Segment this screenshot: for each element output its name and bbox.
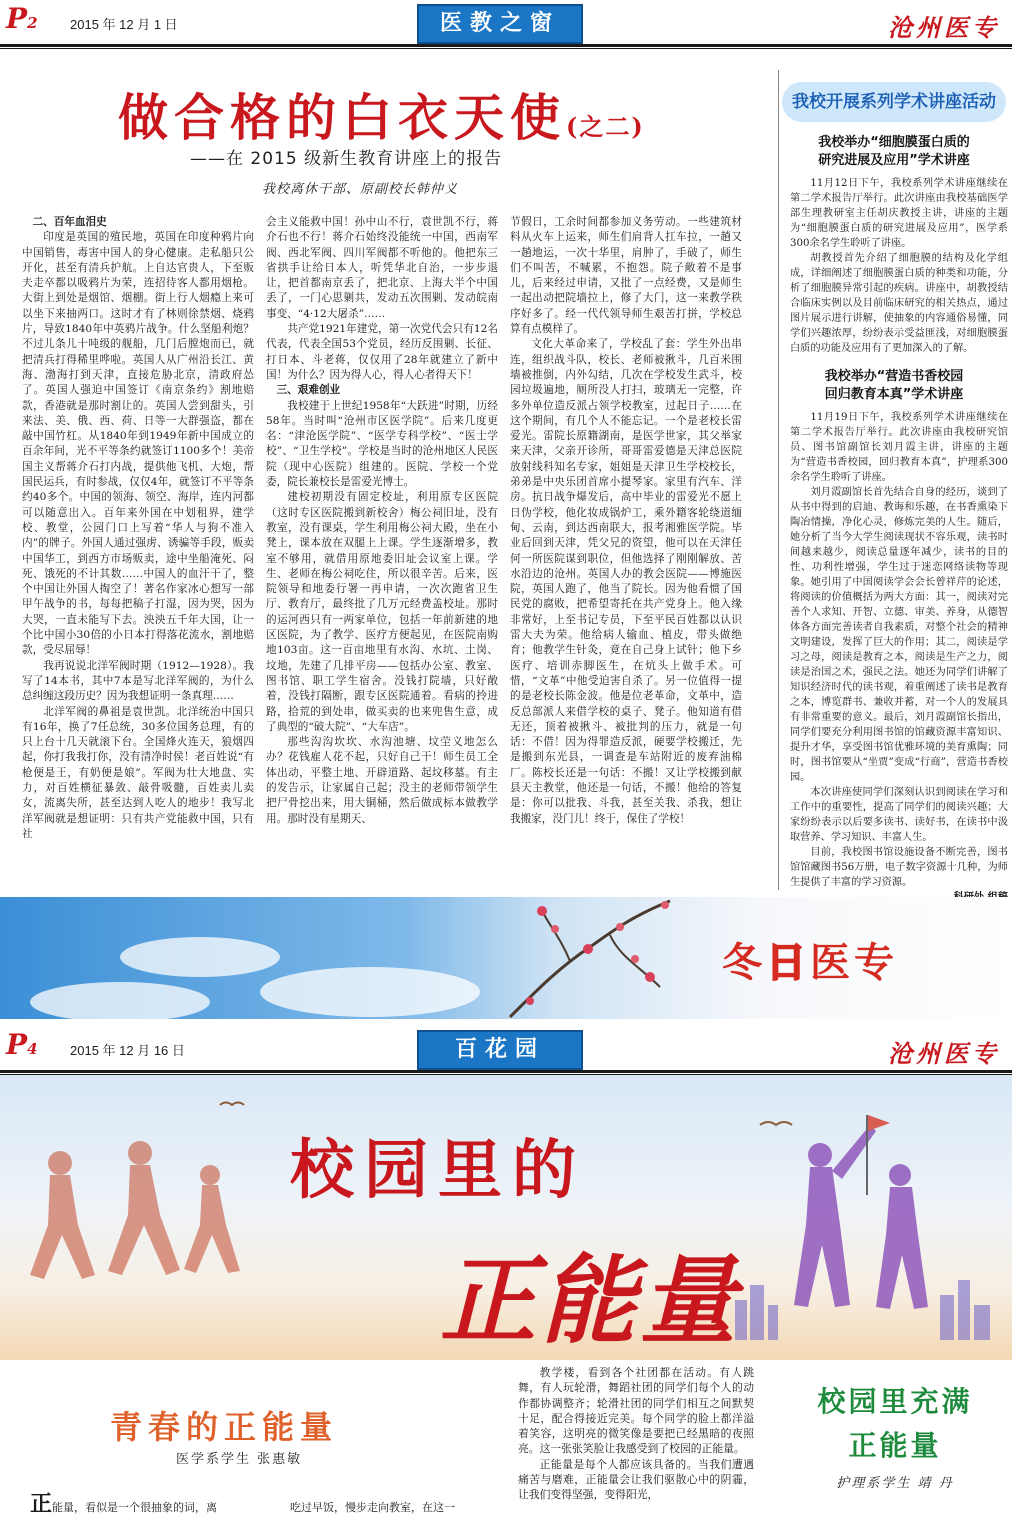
- lecture2-title-line2: 回归教育本真”学术讲座: [824, 387, 964, 402]
- page2-header: [0, 0, 1012, 40]
- article-title: [118, 78, 645, 150]
- lecture-series-banner: 我校开展系列学术讲座活动: [782, 82, 1006, 122]
- cloud-shape: [260, 967, 480, 1017]
- newspaper-name: 沧州医专: [888, 13, 1000, 42]
- paragraph: 北洋军阀的鼻祖是袁世凯。北洋统治中国只有16年，换了7任总统，30多位国务总理，有的只上台十几天就滚下台。全国烽火连天，狼烟四起，你打我我打你，没有清净时侯！老百姓说“有枪便是王，有奶便是娘”。军阀为壮大地盘、实力，对百姓横征暴敛、敲骨吸髓，百姓卖儿卖女，流离失所，甚至达到人吃人的地步！我写北洋军阀就是想证明：只有共产党能救中国，只有社: [22, 705, 254, 840]
- article-title-suffix: (之二): [566, 112, 645, 141]
- winter-banner: [0, 897, 1012, 1019]
- section-title: 医教之窗: [417, 4, 583, 44]
- banner-char-3: 医专: [810, 939, 898, 986]
- paragraph: 刘月霞副馆长首先结合自身的经历，谈到了从书中得到的启迪、教诲和乐趣，在书香熏染下陶冶情操，净化心灵，修炼完美的人生。随后，她分析了当今大学生阅读现状不容乐观，读书时间越来越少，阅读总量逐年减少，读书的目的性、功利性增强，学生过于迷恋网络读物等现象。她引用了中国阅读学会会长曾祥芹的论述，将阅读的价值概括为两大方面：其一，阅读对完善个人求知、开智、立德、审美、养身，从德智体各方面完善读者自我素质，对整个社会的精神文明建设，发挥了巨大的作用；其二，阅读是学习之母，阅读是教育之本，阅读是生产之力，阅读是治国之术，强民之法。她还为同学们讲解了知识经济时代的读书观，着重阐述了读书是教育之本，博览群书、兼收并蓄，对一个人的发展具有非常重要的意义。最后，刘月霞副馆长指出，同学们要充分利用图书馆的馆藏资源丰富知识、提升才华，享受图书馆优雅环境的美育熏陶；同时，图书馆要从“坐贾”变成“行商”，营造书香校园。: [790, 487, 1008, 783]
- paragraph: 胡教授首先介绍了细胞膜的结构及化学组成，详细阐述了细胞膜蛋白质的种类和功能，分析了细胞膜异常引起的疾病。讲座中，胡教授结合临床实例以及目前临床研究的相关热点，通过图片展示进行讲解，使抽象的内容通俗易懂，同学们兴趣浓厚，纷纷表示受益匪浅，对细胞膜蛋白质的功能及应用有了更加深入的了解。: [790, 253, 1008, 354]
- article-column-3: [510, 215, 742, 895]
- positive-energy-hero: [0, 1075, 1012, 1360]
- lecture1-title-line2: 研究进展及应用”学术讲座: [818, 153, 970, 168]
- paragraph: 共产党1921年建党，第一次党代会只有12名代表，代表全国53个党员，经历反围剿、长征、打日本、斗老蒋，仅仅用了28年就建立了新中国！为什么？因为得人心，得人心者得天下！: [266, 323, 498, 381]
- paragraph: 教学楼，看到各个社团都在活动。有人跳舞，有人玩轮滑，舞蹈社团的同学们每个人的动作都协调整齐；轮滑社团的同学们相互之间默契十足，配合得接近完美。每个同学的脸上都洋溢着笑容，这明亮的微笑像是要把已经黑暗的夜照亮。这一张张笑脸让我感受到了校园的正能量。: [518, 1366, 754, 1456]
- article1-author: 医学系学生 张惠敏: [176, 1452, 303, 1467]
- hero-title-line1: 校园里的: [290, 1133, 586, 1208]
- section-heading: 三、艰难创业: [276, 384, 341, 397]
- header-rule: [0, 44, 1012, 47]
- paragraph: 节假日，工余时间都参加义务劳动。一些建筑材料从火车上运来，师生们肩背人扛车拉，一趟又一趟地运，一次十华里，肩肿了，手破了，师生们不叫苦，不喊累，不抱怨。院子敞着不是事儿，后来经过申请，又批了一点经费，又是师生一起出动把院墙拉上，修了大门，这一来教学秩序好多了。经一代代领导师生艰苦打拼，学校总算有点模样了。: [510, 216, 742, 336]
- newspaper-name: 沧州医专: [888, 1039, 1000, 1068]
- hero-title-line2: 正能量: [440, 1244, 740, 1357]
- section-heading: 二、百年血泪史: [32, 216, 107, 228]
- cloud-shape: [120, 937, 280, 977]
- paragraph: 建校初期没有固定校址，利用原专区医院（这时专区医院搬到新校舍）梅公祠旧址，没有教室，没有课桌，学生利用梅公祠大殿，坐在小凳上，课本放在双腿上上课。学生逐渐增多，教室不够用，就借用原地委旧址会议室上课。学生、老师在梅公祠吃住，所以很辛苦。后来，医院领导和地委行署一再申请，一次次跑省卫生厅、教育厅，最终批了几万元经费盖校址。那时的运河西只有一两家单位，包括一年前新建的地区医院，为了教学、医疗方便起见，在医院南购地103亩。这一百亩地里有水沟、水坑、土岗、坟地，先建了几排平房——包括办公室、教室、图书馆、职工学生宿舍。没钱打院墙，只好敞着，没钱打隔断，跟专区医院通着。看病的拎进路，拾荒的到处串，做买卖的也来兜售生意，成了典型的“破大院”、“大车店”。: [266, 491, 498, 733]
- header-rule: [0, 1070, 1012, 1073]
- paragraph: 11月19日下午，我校系列学术讲座继续在第二学术报告厅举行。此次讲座由我校研究馆员、图书馆副馆长刘月霞主讲，讲座的主题为“营造书香校园，回归教育本真”，护理系300余名学生聆听了讲座。: [790, 412, 1008, 483]
- dropcap: 正: [30, 1491, 53, 1517]
- paragraph: 目前，我校图书馆设施设备不断完善，图书馆馆藏图书56万册，电子数字资源十几种，为师生提供了丰富的学习资源。: [790, 847, 1008, 888]
- page-prefix: P: [6, 1028, 28, 1061]
- article1-column-1: [30, 1491, 260, 1517]
- article-title-text: 做合格的白衣天使: [118, 88, 566, 147]
- issue-date: 2015 年 12 月 1 日: [70, 17, 178, 32]
- article1-column-2: 吃过早饭，慢步走向教室，在这一: [290, 1501, 455, 1514]
- article2-author: 护理系学生 靖 丹: [836, 1476, 954, 1491]
- plum-branch-icon: [500, 897, 680, 1019]
- lecture1-title-line1: 我校举办“细胞膜蛋白质的: [818, 135, 970, 150]
- lecture2-body: [790, 410, 1008, 886]
- paragraph: 我再说说北洋军阀时期（1912—1928）。我写了14本书，其中7本是写北洋军阀的，为什么总纠缠这段历史？因为我想证明一条真理……: [22, 659, 254, 703]
- paragraph: 11月12日下午，我校系列学术讲座继续在第二学术报告厅举行。此次讲座由我校基础医学部生理教研室主任胡庆教授主讲，讲座的主题为“细胞膜蛋白质的研究进展及应用”，医学系300余名学生聆听了讲座。: [790, 178, 1008, 249]
- lecture1-body: [790, 176, 1008, 358]
- lecture1-title: [782, 134, 1006, 170]
- paragraph: 正能量是每个人都应该具备的。当我们遭遇痛苦与磨难，正能量会让我们驱散心中的阴霾，让我们变得坚强，变得阳光，: [518, 1457, 754, 1502]
- article1-col1-text: 能量，看似是一个很抽象的词，离: [52, 1501, 218, 1514]
- banner-char-1: 冬: [722, 939, 766, 986]
- article2-title-line1: 校园里充满: [817, 1385, 973, 1418]
- page-number-digit: 2: [27, 14, 38, 32]
- section-title: 百花园: [417, 1030, 583, 1070]
- paragraph: 会主义能救中国！孙中山不行，袁世凯不行，蒋介石也不行！蒋介石始终没能统一中国，西南军阀、西北军阀、四川军阀都不听他的。他把东三省拱手让给日本人，听凭华北自治，一步步退让，把首都南京丢了，把北京、上海大半个中国丢了，一门心思剿共，发动五次围剿、发动皖南事变、“4·12大屠杀”……: [266, 216, 498, 320]
- page-number: [6, 2, 38, 35]
- article-byline: 我校离休干部、原副校长韩仲义: [262, 182, 459, 197]
- cloud-shape: [30, 982, 210, 1022]
- article-column-2: [266, 215, 498, 895]
- article1-title: 青春的正能量: [110, 1408, 339, 1446]
- page-number: [6, 1028, 38, 1061]
- header-rule-thin: [0, 48, 1012, 49]
- article-column-1: [22, 215, 254, 895]
- paragraph: 印度是英国的殖民地，英国在印度种鸦片向中国销售，毒害中国人的身心健康。走私船只公开化，甚至有清兵护航。上自达官贵人，下至贩夫走卒都以吸鸦片为荣，连招待客人都用烟枪。大街上到处是烟馆、烟棚。街上行人烟瘾上来可以坐下来抽两口。这时才有了林则徐禁烟、烧鸦片，导致1840年中英鸦片战争。什么坚船利炮？不过儿条儿十吨级的舰船，几门后膛炮而已，就把清兵打得稀里哗啦。英国人从广州沿长江、黄海、渤海打到天津，直接危胁北京，清政府怂了。英国人强迫中国签订《南京条约》割地赔款，香港就是那时割让的。英国人尝到甜头，引来法、美、俄、西、荷、日等一大群强盗，都在敲中国竹杠。从1840年到1949年新中国成立的百余年间，光不平等条约就签订1100多个！美帝国主义帮蒋介石打内战，提供他飞机、大炮，帮国民运兵，有时参战，仅仅4年，就签订不平等条约40多个。中国的领海、领空、海岸，连内河都可以随意出入。百年来外国在中划租界，建学校、教堂，公园门口上写着“华人与狗不准入内”的牌子。外国人通过强虏、诱骗等手段，贩卖中国华工，到西方市场贩卖，途中坐船淹死、闷死、饿死的不计其数……中国人的血汗干了，整个中国让外国人掏空了！著名作家冰心想写一部甲午战争的书，每每把稿子打湿，因为哭，因为大哭，一直未能写下去。泱泱五千年大国，让一个比中国小30倍的小日本打得落花流水，割地赔款，受尽屈辱！: [22, 231, 254, 657]
- lecture2-title-line1: 我校举办“营造书香校园: [824, 369, 964, 384]
- issue-date: 2015 年 12 月 16 日: [70, 1043, 185, 1058]
- paragraph: 那些沟沟坎坎、水沟池塘、坟茔义地怎么办？花钱雇人花不起，只好自己干！师生员工全体出动，平整土地、开辟道路、起坟移墓。有主的发告示，让家属自己起；没主的老师带领学生把尸骨挖出来，用大铜桶，然后做成标本做教学用。那时没有星期天、: [266, 736, 498, 825]
- paragraph: 文化大革命来了，学校乱了套：学生外出串连，组织战斗队，校长、老师被揪斗，几百米围墙被推倒，内外勾结，几次在学校发生武斗，校园垃圾遍地，厕所没人打扫，玻璃无一完整，许多外单位造反派占领学校教室，过起日子……在这个期间，有几个人不能忘记。一个是老校长雷爱光。雷院长原籍湖南，是医学世家，其父举家来天津，父亲开诊所，哥哥雷爱德是天津总医院放射线科知名专家，姐姐是天津卫生学校校长，弟弟是中央乐团首席小提琴家。家里有汽车、洋房。抗日战争爆发后，高中毕业的雷爱光不愿上日伪学校，他化妆成锅炉工，乘外籍客轮绕道缅甸、云南，到达西南联大，报考湘雅医学院。毕业后回到天津，凭父兄的资望，他可以在天津任何一所医院谋到职位，但他选择了刚刚解放、苦水沿边的沧州。英国人办的教会医院——博施医院，英国人跑了，他当了院长。因为他看惯了国民党的腐败，把希望寄托在共产党身上。他入缘非常好，上至书记专员，下至平民百姓都以认识雷大夫为荣。他给病人输血、植皮，带头做绝育；他教学生针灸，竟在自己身上试针；他下乡医疗、培训赤脚医生，在炕头上做手术。可惜，“文革”中他受迫害自杀了。另一位值得一提的是老校长陈金波。他是位老革命，文革中，造反总部派人来借学校的桌子、凳子。他知道有借无还，顶着被揪斗、被批判的压力，就是一句话：不借！因为得罪造反派，硬要学校搬迁，先是搬到东光县，一调查是车站附近的废弃油棉厂。陈校长还是一句话：不搬！又让学校搬到献县天主教堂，他还是一句话，不搬！他给的答复是：你可以批我、斗我，甚至关我、杀我，想让我搬家，没门儿！终于，保住了学校！: [510, 338, 742, 825]
- article-subtitle: ——在 2015 级新生教育讲座上的报告: [190, 149, 503, 169]
- banner-char-2: 日: [766, 939, 810, 986]
- article2-title: [778, 1380, 1012, 1468]
- lecture2-title: [782, 368, 1006, 404]
- page-prefix: P: [6, 2, 28, 35]
- page4-header: [0, 1026, 1012, 1066]
- article1-column-3: [518, 1365, 754, 1517]
- paragraph: 我校建于上世纪1958年“大跃进”时期，历经58年。当时叫“沧州市区医学院”。后来几度更名：“津沧医学院”、“医学专科学校”、“医士学校”、“卫生学校”。学校是当时的沧州地区人民医院（现中心医院）组建的。医院、学校一个党委，院长兼校长是雷爱光博士。: [266, 399, 498, 489]
- paragraph: 本次讲座使同学们深刻认识到阅读在学习和工作中的重要性，提高了同学们的阅读兴趣；大家纷纷表示以后要多读书、读好书，在读书中汲取营养、学习知识、丰富人生。: [790, 787, 1008, 843]
- article2-title-line2: 正能量: [848, 1429, 942, 1462]
- winter-banner-title: [722, 931, 898, 988]
- page-number-digit: 4: [27, 1040, 38, 1058]
